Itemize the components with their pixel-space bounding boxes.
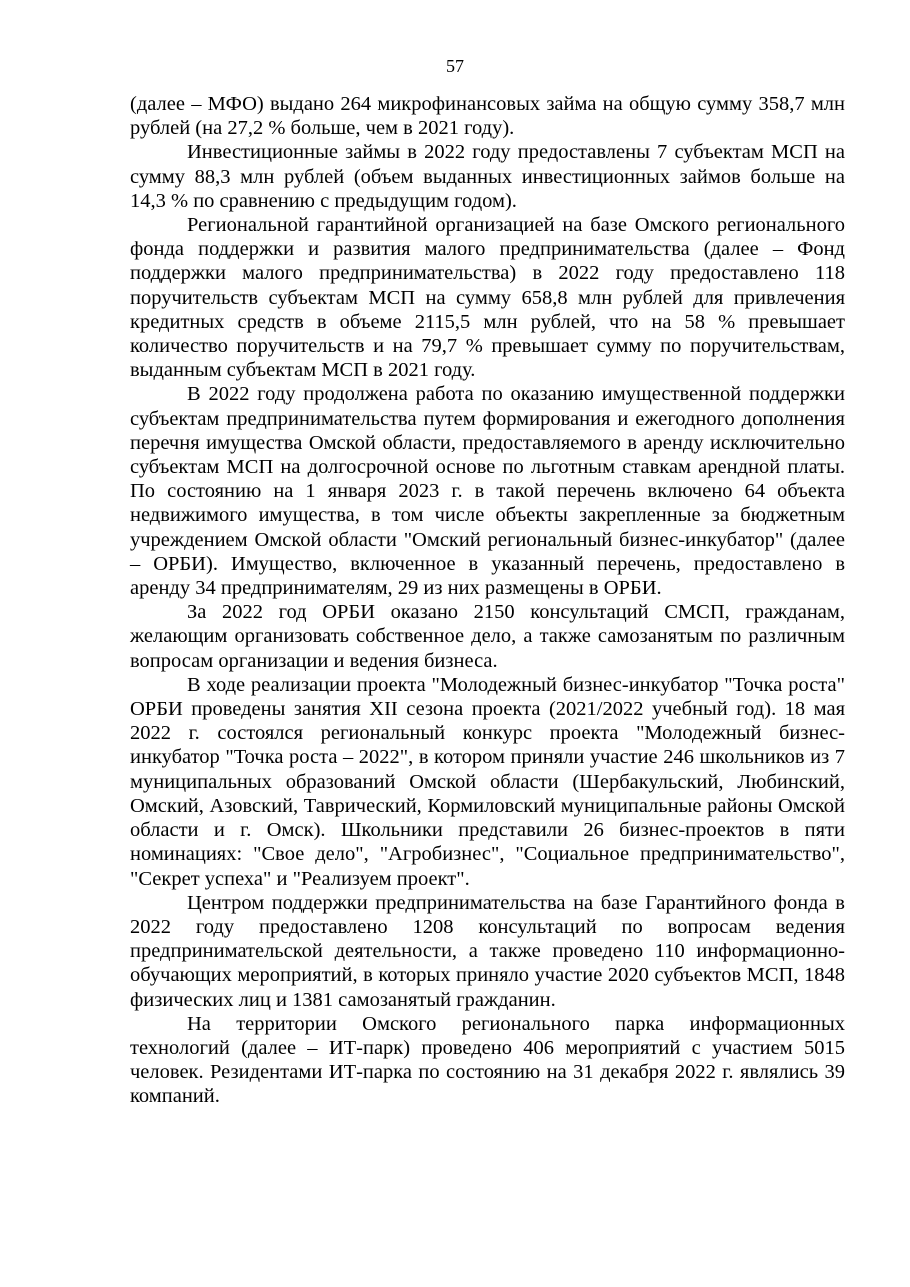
paragraph-it-park: На территории Омского регионального парка информационных технологий (далее – ИТ-парк) проведено 406 мероприятий с участием 5015 человек. Резидентами ИТ-парка по состоянию на 31 декабря 2022 г. являлись 39 компаний.	[130, 1012, 845, 1108]
paragraph-orbi-consultations: За 2022 год ОРБИ оказано 2150 консультаций СМСП, гражданам, желающим организовать собственное дело, а также самозанятым по различным вопросам организации и ведения бизнеса.	[130, 601, 845, 672]
paragraph-guarantee-organization: Региональной гарантийной организацией на базе Омского регионального фонда поддержки и развития малого предпринимательства (далее – Фонд поддержки малого предпринимательства) в 2022 году предоставлено 118 поручительств субъектам МСП на сумму 658,8 млн рублей для привлечения кредитных средств в объеме 2115,5 млн рублей, что на 58 % превышает количество поручительств и на 79,7 % превышает сумму по поручительствам, выданным субъектам МСП в 2021 году.	[130, 214, 845, 382]
paragraph-investment-loans: Инвестиционные займы в 2022 году предоставлены 7 субъектам МСП на сумму 88,3 млн рублей (объем выданных инвестиционных займов больше на 14,3 % по сравнению с предыдущим годом).	[130, 141, 845, 212]
paragraph-youth-incubator: В ходе реализации проекта "Молодежный бизнес-инкубатор "Точка роста" ОРБИ проведены занятия XII сезона проекта (2021/2022 учебный год). 18 мая 2022 г. состоялся региональный конкурс проекта "Молодежный бизнес-инкубатор "Точка роста – 2022", в котором приняли участие 246 школьников из 7 муниципальных образований Омской области (Шербакульский, Любинский, Омский, Азовский, Таврический, Кормиловский муниципальные районы Омской области и г. Омск). Школьники представили 26 бизнес-проектов в пяти номинациях: "Свое дело", "Агробизнес", "Социальное предпринимательство", "Секрет успеха" и "Реализуем проект".	[130, 673, 845, 890]
paragraph-property-support: В 2022 году продолжена работа по оказанию имущественной поддержки субъектам предпринимательства путем формирования и ежегодного дополнения перечня имущества Омской области, предоставляемого в аренду исключительно субъектам МСП на долгосрочной основе по льготным ставкам арендной платы. По состоянию на 1 января 2023 г. в такой перечень включено 64 объекта недвижимого имущества, в том числе объекты закрепленные за бюджетным учреждением Омской области "Омский региональный бизнес-инкубатор" (далее – ОРБИ). Имущество, включенное в указанный перечень, предоставлено в аренду 34 предпринимателям, 29 из них размещены в ОРБИ.	[130, 383, 845, 600]
page-number: 57	[446, 56, 464, 76]
page-body	[130, 92, 845, 1109]
paragraph-support-center: Центром поддержки предпринимательства на базе Гарантийного фонда в 2022 году предоставлено 1208 консультаций по вопросам ведения предпринимательской деятельности, а также проведено 110 информационно-обучающих мероприятий, в которых приняло участие 2020 субъектов МСП, 1848 физических лиц и 1381 самозанятый гражданин.	[130, 891, 845, 1011]
paragraph-mfo-loans: (далее – МФО) выдано 264 микрофинансовых займа на общую сумму 358,7 млн рублей (на 27,2 % больше, чем в 2021 году).	[130, 93, 845, 140]
